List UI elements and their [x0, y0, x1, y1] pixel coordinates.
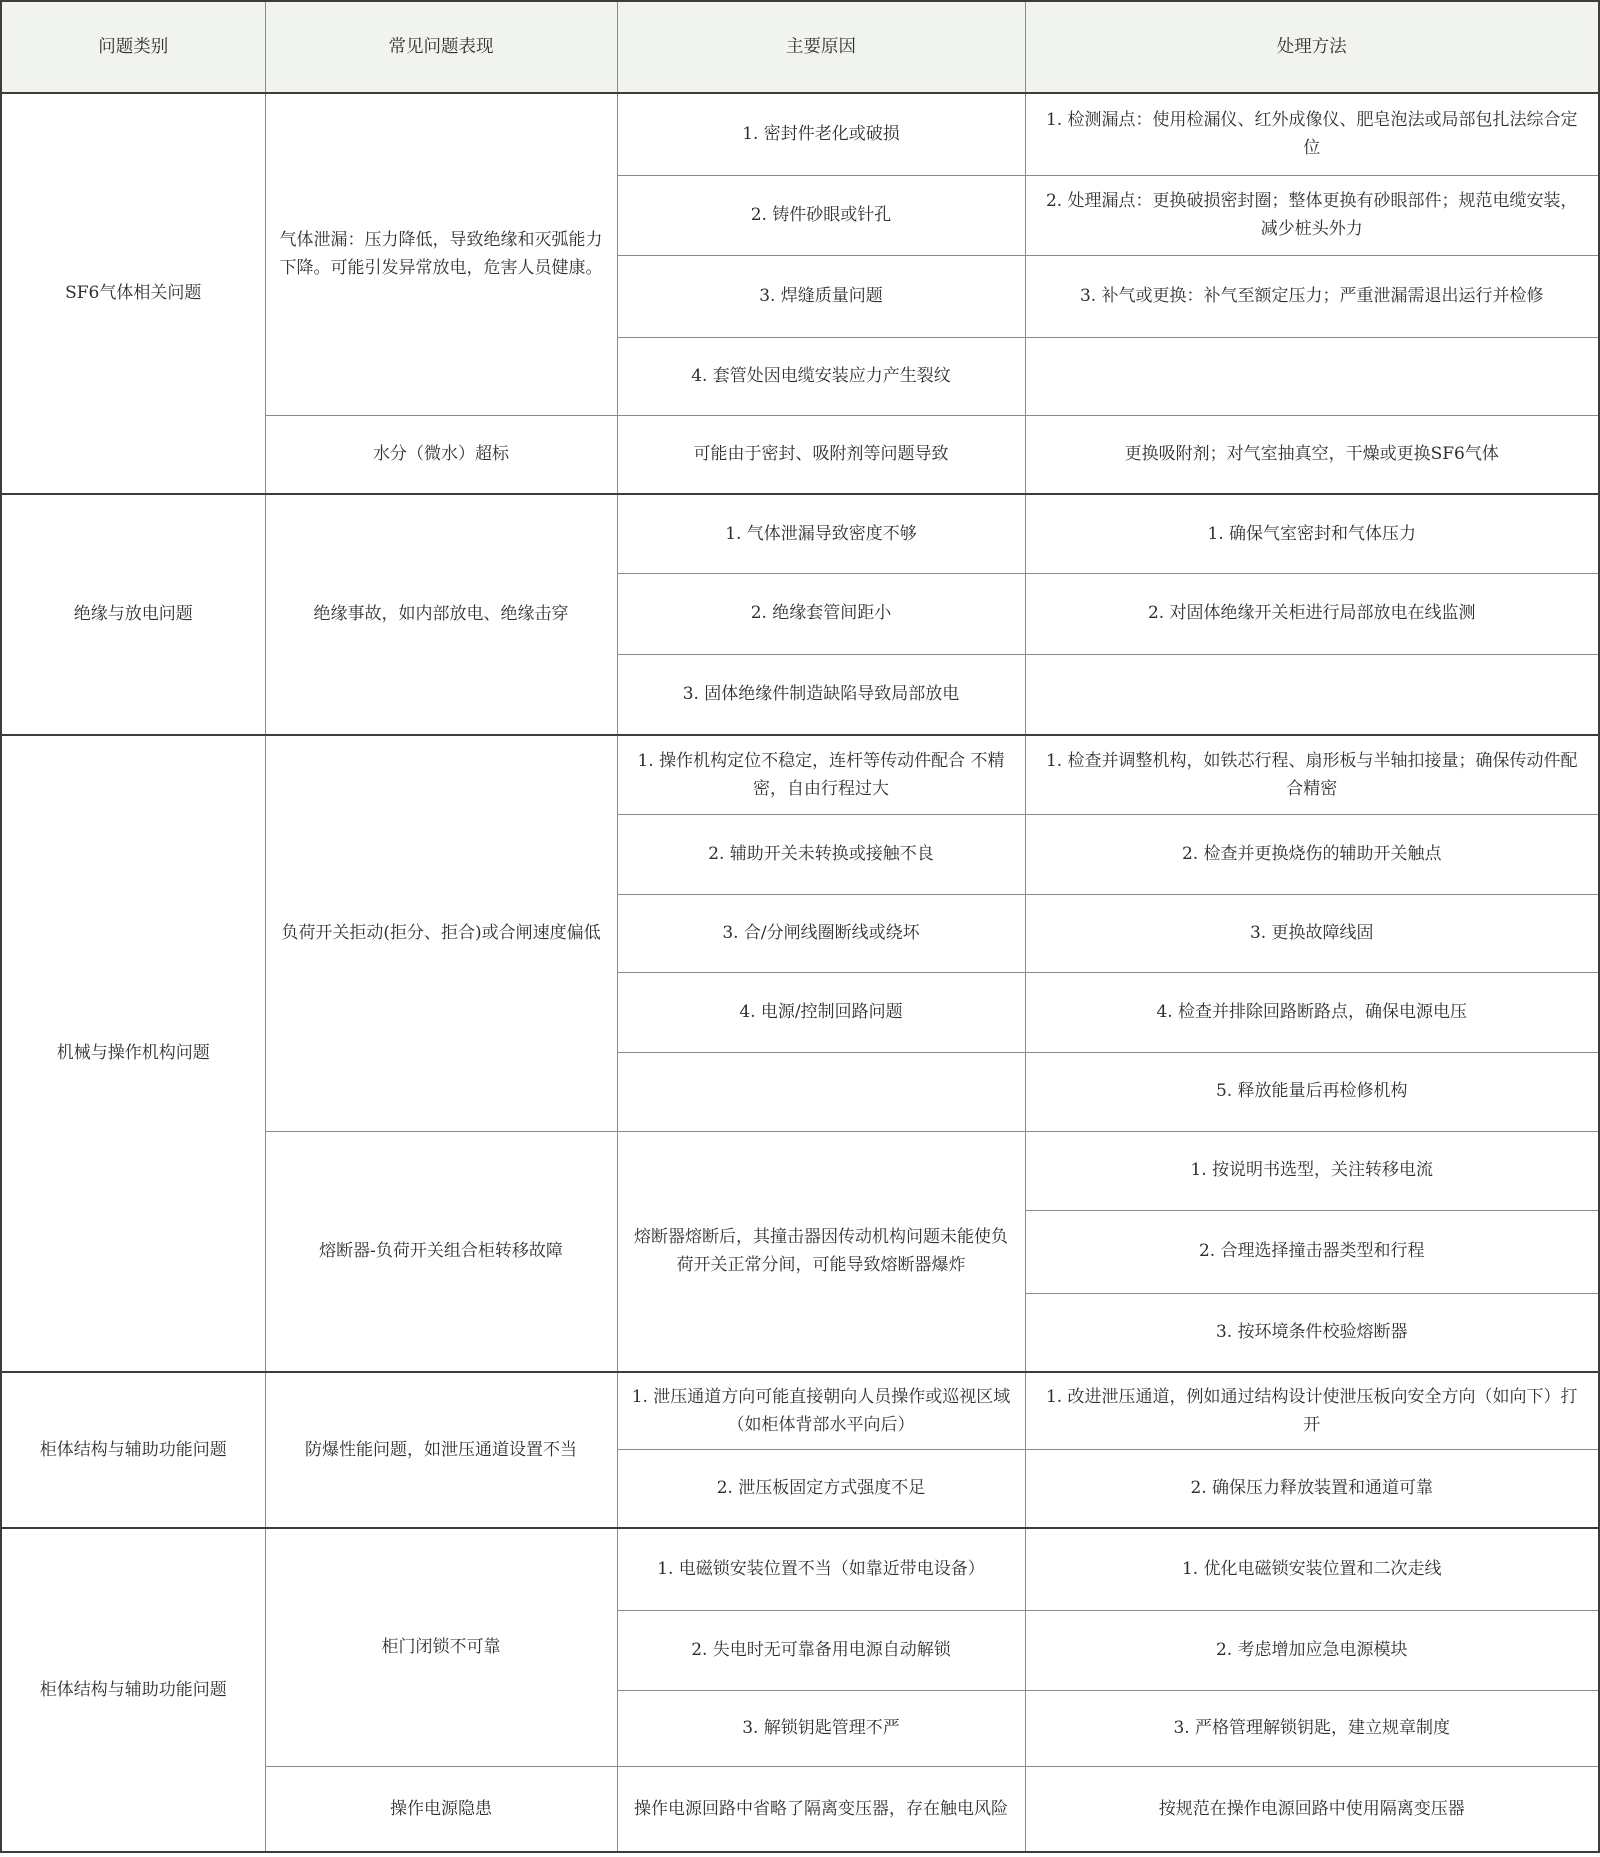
cause-cell: 1. 操作机构定位不稳定，连杆等传动件配合 不精密，自由行程过大: [617, 735, 1025, 814]
cause-cell: 3. 固体绝缘件制造缺陷导致局部放电: [617, 654, 1025, 735]
method-cell: 2. 处理漏点：更换破损密封圈；整体更换有砂眼部件；规范电缆安装，减少桩头外力: [1025, 175, 1599, 255]
cause-cell: 2. 失电时无可靠备用电源自动解锁: [617, 1610, 1025, 1690]
method-cell: [1025, 337, 1599, 415]
table-row: [1, 93, 1599, 175]
method-cell: 3. 更换故障线固: [1025, 894, 1599, 972]
method-cell: [1025, 654, 1599, 735]
cause-cell: 1. 密封件老化或破损: [617, 93, 1025, 175]
method-cell: 1. 检测漏点：使用检漏仪、红外成像仪、肥皂泡法或局部包扎法综合定位: [1025, 93, 1599, 175]
method-cell: 2. 合理选择撞击器类型和行程: [1025, 1210, 1599, 1293]
method-cell: 2. 确保压力释放装置和通道可靠: [1025, 1449, 1599, 1528]
category-cell: 柜体结构与辅助功能问题: [1, 1528, 265, 1852]
cause-cell: 3. 焊缝质量问题: [617, 255, 1025, 337]
table-row: [1, 1528, 1599, 1610]
cause-cell: 操作电源回路中省略了隔离变压器，存在触电风险: [617, 1766, 1025, 1852]
col-header-method: 处理方法: [1025, 1, 1599, 93]
manifestation-cell: 负荷开关拒动(拒分、拒合)或合闸速度偏低: [265, 735, 617, 1131]
cause-cell: 2. 绝缘套管间距小: [617, 573, 1025, 654]
method-cell: 3. 严格管理解锁钥匙，建立规章制度: [1025, 1690, 1599, 1766]
cause-cell: 2. 泄压板固定方式强度不足: [617, 1449, 1025, 1528]
method-cell: 5. 释放能量后再检修机构: [1025, 1052, 1599, 1131]
method-cell: 3. 补气或更换：补气至额定压力；严重泄漏需退出运行并检修: [1025, 255, 1599, 337]
manifestation-cell: 防爆性能问题，如泄压通道设置不当: [265, 1372, 617, 1528]
category-cell: 机械与操作机构问题: [1, 735, 265, 1372]
cause-cell: 2. 辅助开关未转换或接触不良: [617, 814, 1025, 894]
cause-cell: 1. 电磁锁安装位置不当（如靠近带电设备）: [617, 1528, 1025, 1610]
cause-cell: 可能由于密封、吸附剂等问题导致: [617, 415, 1025, 494]
cause-cell: 3. 解锁钥匙管理不严: [617, 1690, 1025, 1766]
cause-cell: 熔断器熔断后，其撞击器因传动机构问题未能使负荷开关正常分间，可能导致熔断器爆炸: [617, 1131, 1025, 1372]
cause-cell: 4. 套管处因电缆安装应力产生裂纹: [617, 337, 1025, 415]
table-row: [1, 1372, 1599, 1449]
cause-cell: [617, 1052, 1025, 1131]
method-cell: 2. 检查并更换烧伤的辅助开关触点: [1025, 814, 1599, 894]
col-header-category: 问题类别: [1, 1, 265, 93]
category-cell: SF6气体相关问题: [1, 93, 265, 494]
method-cell: 1. 优化电磁锁安装位置和二次走线: [1025, 1528, 1599, 1610]
table-row: [1, 494, 1599, 573]
manifestation-cell: 操作电源隐患: [265, 1766, 617, 1852]
category-cell: 柜体结构与辅助功能问题: [1, 1372, 265, 1528]
manifestation-cell: 气体泄漏：压力降低，导致绝缘和灭弧能力下降。可能引发异常放电，危害人员健康。: [265, 93, 617, 415]
col-header-manifestation: 常见问题表现: [265, 1, 617, 93]
manifestation-cell: 水分（微水）超标: [265, 415, 617, 494]
method-cell: 更换吸附剂；对气室抽真空，干燥或更换SF6气体: [1025, 415, 1599, 494]
cause-cell: 3. 合/分闸线圈断线或绕坏: [617, 894, 1025, 972]
cause-cell: 1. 泄压通道方向可能直接朝向人员操作或巡视区域（如柜体背部水平向后）: [617, 1372, 1025, 1449]
manifestation-cell: 熔断器-负荷开关组合柜转移故障: [265, 1131, 617, 1372]
method-cell: 按规范在操作电源回路中使用隔离变压器: [1025, 1766, 1599, 1852]
col-header-cause: 主要原因: [617, 1, 1025, 93]
cause-cell: 4. 电源/控制回路问题: [617, 972, 1025, 1052]
category-cell: 绝缘与放电问题: [1, 494, 265, 735]
cause-cell: 1. 气体泄漏导致密度不够: [617, 494, 1025, 573]
method-cell: 1. 按说明书选型，关注转移电流: [1025, 1131, 1599, 1210]
method-cell: 1. 改进泄压通道，例如通过结构设计使泄压板向安全方向（如向下）打开: [1025, 1372, 1599, 1449]
method-cell: 3. 按环境条件校验熔断器: [1025, 1293, 1599, 1372]
table-row: [1, 735, 1599, 814]
method-cell: 2. 对固体绝缘开关柜进行局部放电在线监测: [1025, 573, 1599, 654]
method-cell: 4. 检查并排除回路断路点，确保电源电压: [1025, 972, 1599, 1052]
cause-cell: 2. 铸件砂眼或针孔: [617, 175, 1025, 255]
header-row: [1, 1, 1599, 93]
method-cell: 1. 确保气室密封和气体压力: [1025, 494, 1599, 573]
method-cell: 1. 检查并调整机构，如铁芯行程、扇形板与半轴扣接量；确保传动件配合精密: [1025, 735, 1599, 814]
manifestation-cell: 柜门闭锁不可靠: [265, 1528, 617, 1766]
manifestation-cell: 绝缘事故，如内部放电、绝缘击穿: [265, 494, 617, 735]
method-cell: 2. 考虑增加应急电源模块: [1025, 1610, 1599, 1690]
